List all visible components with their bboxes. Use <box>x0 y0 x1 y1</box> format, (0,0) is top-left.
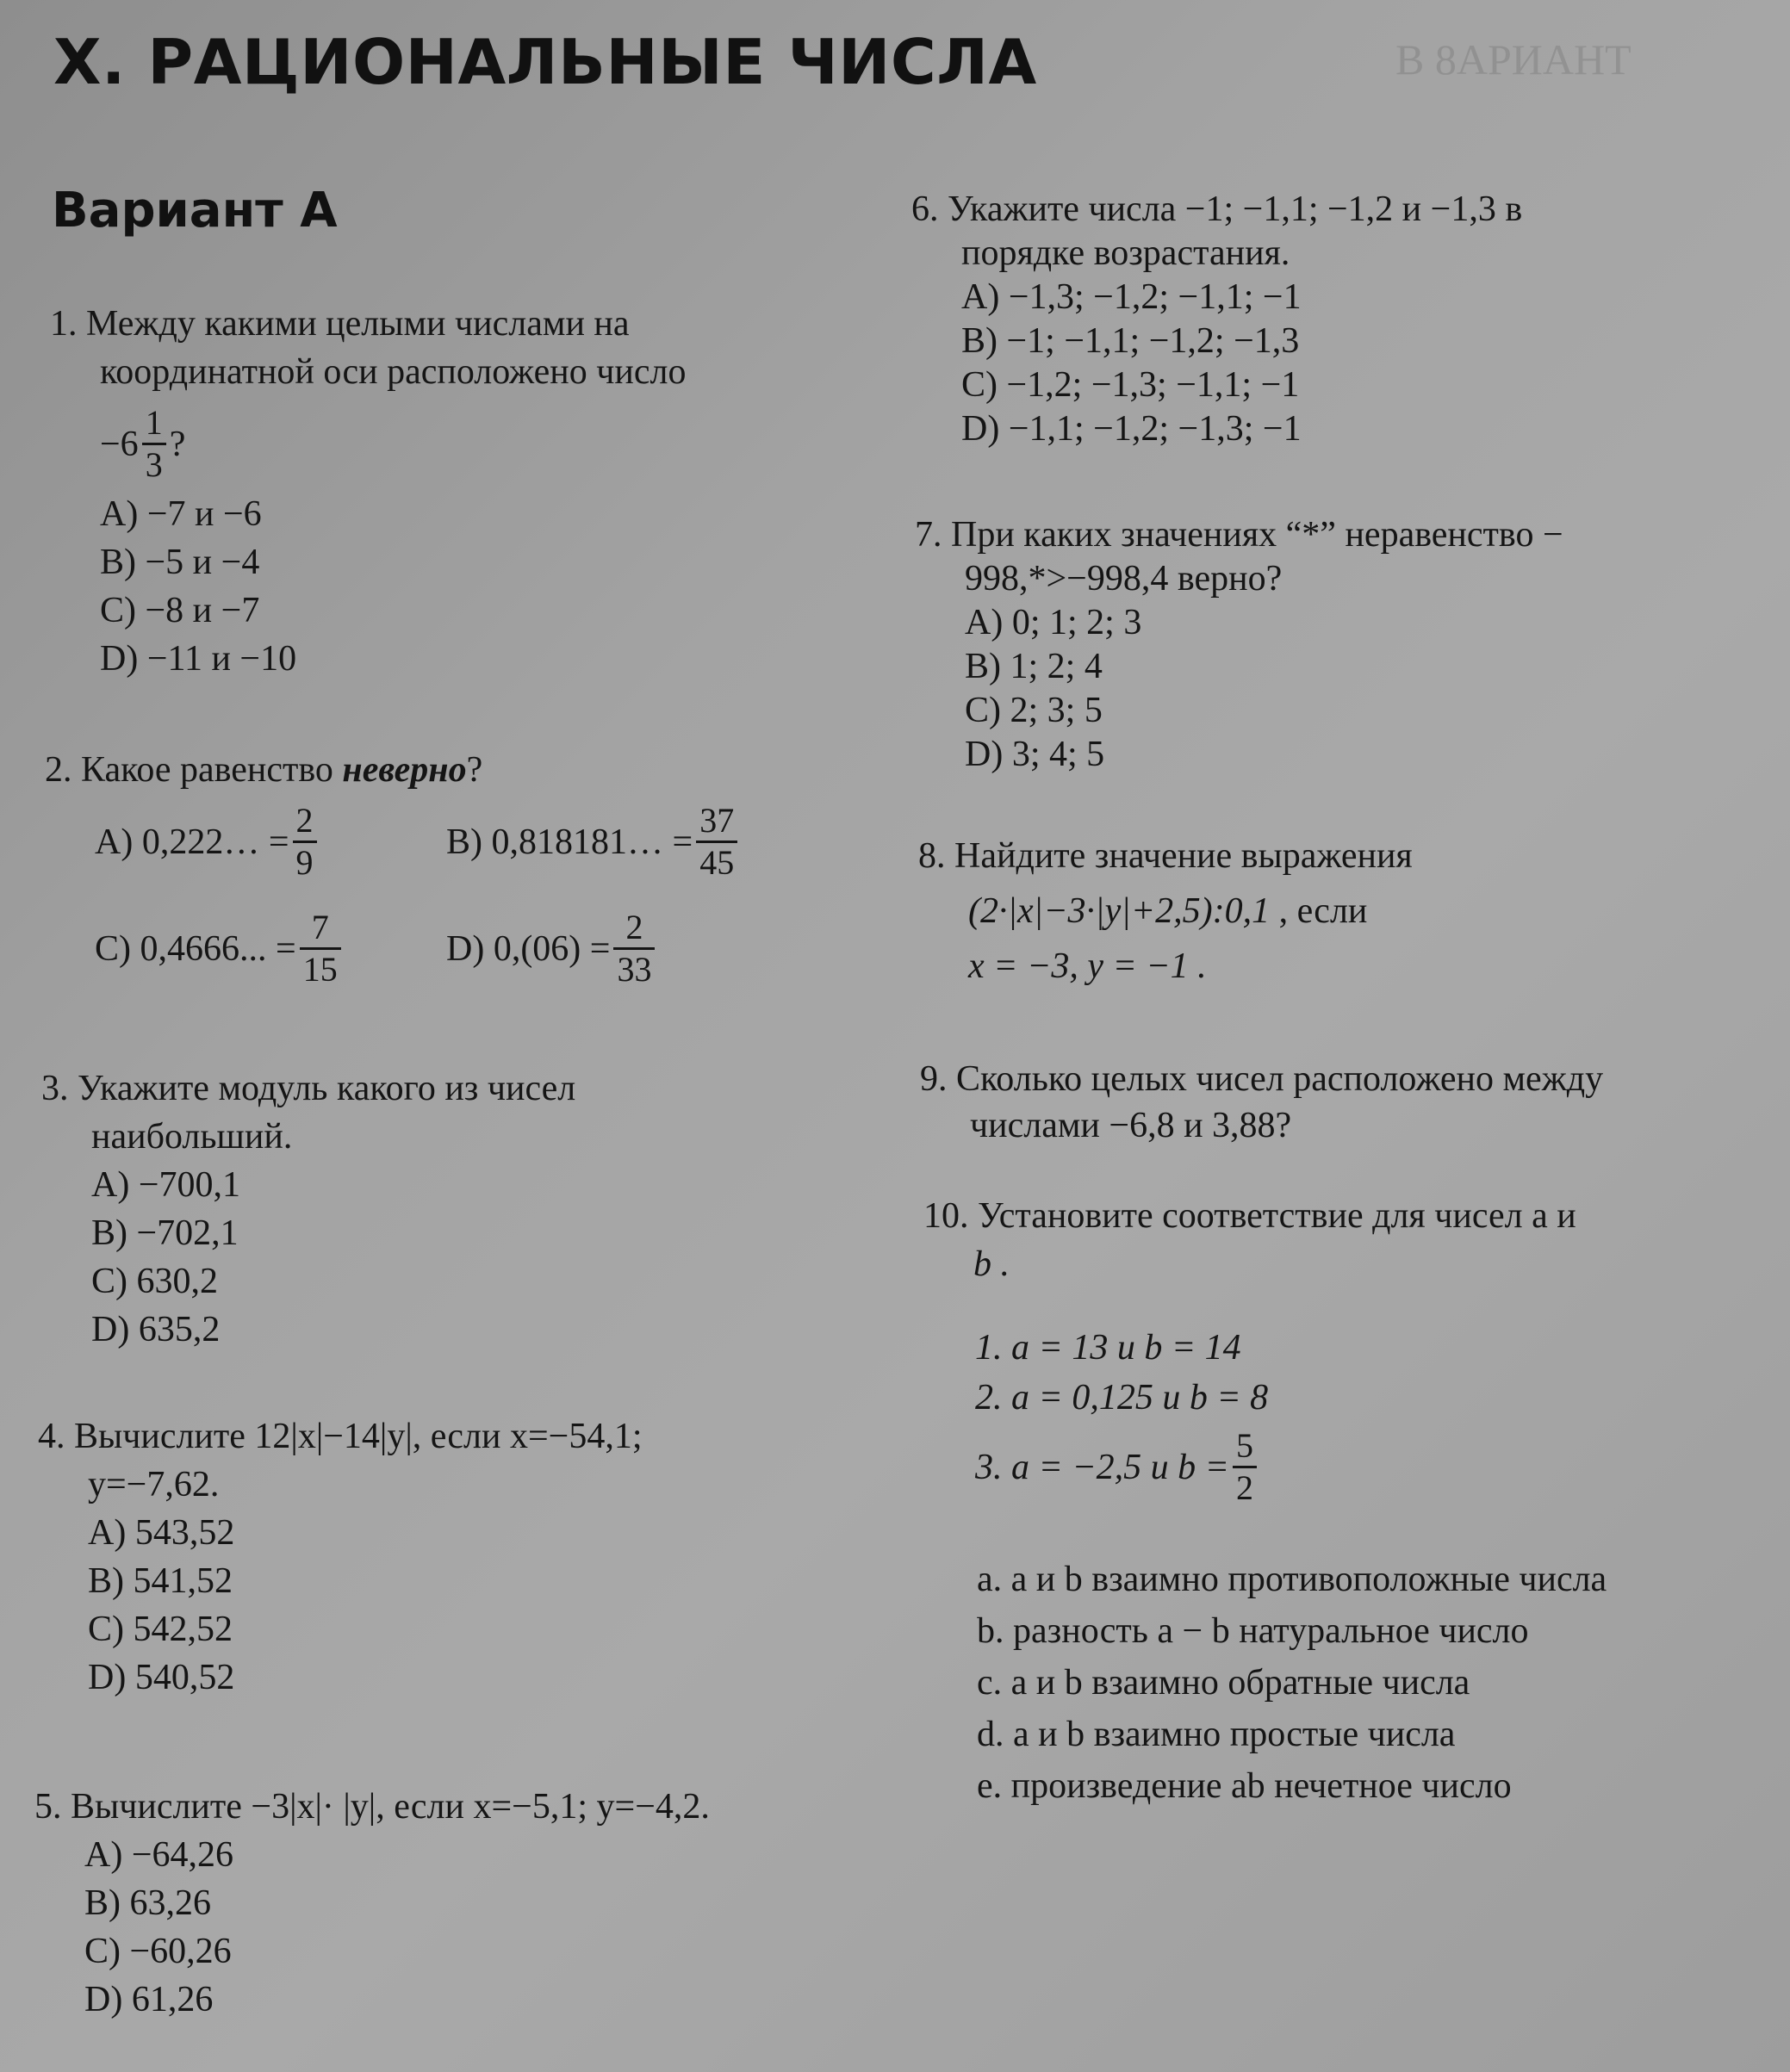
question-text: Вычислите 12|x|−14|y|, если x=−54,1; <box>74 1417 643 1456</box>
fraction-denominator: 15 <box>302 950 338 989</box>
fraction-numerator: 5 <box>1233 1426 1257 1468</box>
question-4 <box>38 1412 643 1702</box>
question-number: 8. <box>918 836 946 876</box>
question-number: 2. <box>45 750 72 790</box>
question-5 <box>34 1783 710 2024</box>
option-c: C) 630,2 <box>91 1262 218 1301</box>
properties-list <box>977 1554 1607 1812</box>
question-text: Укажите числа −1; −1,1; −1,2 и −1,3 в <box>948 189 1523 229</box>
question-mark: ? <box>466 750 483 790</box>
option-b: B) 63,26 <box>84 1883 211 1923</box>
option-a: A) −64,26 <box>84 1835 234 1875</box>
fraction <box>142 403 166 485</box>
question-text-cont: числами −6,8 и 3,88? <box>970 1106 1292 1145</box>
option-a: A) −700,1 <box>91 1165 241 1205</box>
question-number: 4. <box>38 1417 65 1456</box>
mixed-number <box>50 403 686 485</box>
fraction <box>293 801 317 883</box>
question-text: Установите соответствие для чисел a и <box>978 1196 1576 1236</box>
question-2 <box>45 746 482 794</box>
fraction-denominator: 9 <box>295 843 314 882</box>
question-number: 6. <box>911 189 939 229</box>
page-title: X. РАЦИОНАЛЬНЫЕ ЧИСЛА <box>53 26 1037 98</box>
option-d: D) −1,1; −1,2; −1,3; −1 <box>961 409 1302 449</box>
option-c: C) 2; 3; 5 <box>965 691 1103 730</box>
question-number: 5. <box>34 1787 62 1827</box>
option-c <box>95 908 345 989</box>
fraction-numerator: 2 <box>613 908 655 950</box>
option-a: A) −7 и −6 <box>100 494 262 534</box>
fraction <box>696 801 737 883</box>
question-number: 7. <box>915 515 942 555</box>
question-10 <box>923 1192 1576 1288</box>
variable-values: x = −3, y = −1 . <box>968 946 1207 986</box>
question-text-cont: y=−7,62. <box>88 1465 220 1504</box>
option-d: D) 3; 4; 5 <box>965 735 1105 774</box>
option-d: D) 61,26 <box>84 1980 214 2019</box>
question-text-cont: b . <box>973 1244 1010 1284</box>
question-text: При каких значениях “*” неравенство − <box>951 515 1563 555</box>
question-mark: ? <box>169 424 186 464</box>
fraction-denominator: 2 <box>1236 1468 1254 1507</box>
option-d: D) 540,52 <box>88 1658 235 1697</box>
question-text: Вычислите −3|x|· |y|, если x=−5,1; y=−4,2. <box>71 1787 710 1827</box>
pair-1: 1. a = 13 и b = 14 <box>975 1328 1241 1368</box>
option-a: A) −1,3; −1,2; −1,1; −1 <box>961 277 1302 317</box>
option-a: A) 543,52 <box>88 1513 235 1553</box>
question-text: Между какими целыми числами на <box>86 304 630 344</box>
option-lhs: D) 0,(06) = <box>446 928 611 969</box>
pair-2: 2. a = 0,125 и b = 8 <box>975 1378 1269 1418</box>
pairs-list <box>975 1323 1268 1508</box>
fraction <box>300 908 341 989</box>
option-lhs: B) 0,818181… = <box>446 822 693 862</box>
question-7 <box>915 513 1563 777</box>
pair-3-lhs: 3. a = −2,5 и b = <box>975 1447 1230 1487</box>
question-text: Укажите модуль какого из чисел <box>78 1069 576 1108</box>
property-a: a. a и b взаимно противоположные числа <box>977 1560 1607 1599</box>
question-text: Сколько целых чисел расположено между <box>956 1059 1604 1099</box>
fraction-denominator: 3 <box>145 445 163 484</box>
option-c: C) −1,2; −1,3; −1,1; −1 <box>961 365 1300 405</box>
question-8 <box>918 828 1413 994</box>
question-text: Какое равенство <box>81 750 333 790</box>
property-d: d. a и b взаимно простые числа <box>977 1715 1456 1754</box>
option-a: A) 0; 1; 2; 3 <box>965 603 1142 642</box>
property-b: b. разность a − b натуральное число <box>977 1611 1529 1651</box>
variant-heading: Вариант А <box>52 183 338 239</box>
option-d <box>446 908 658 989</box>
question-number: 9. <box>920 1059 948 1099</box>
question-text-emphasis: неверно <box>342 750 467 790</box>
option-c: C) −60,26 <box>84 1932 232 1971</box>
question-text: Найдите значение выражения <box>954 836 1413 876</box>
question-text-cont: координатной оси расположено число <box>100 352 687 392</box>
question-6 <box>911 188 1522 451</box>
fraction <box>1233 1426 1257 1508</box>
option-b <box>446 801 741 883</box>
math-expression: (2·|x|−3·|y|+2,5):0,1 <box>968 891 1271 931</box>
question-number: 1. <box>50 304 78 344</box>
mixed-whole: −6 <box>100 424 139 464</box>
pair-3 <box>975 1426 1268 1508</box>
option-lhs: A) 0,222… = <box>95 822 289 862</box>
question-text-cont: порядке возрастания. <box>961 233 1290 273</box>
option-c: C) 542,52 <box>88 1610 233 1649</box>
question-9 <box>920 1056 1603 1149</box>
fraction-numerator: 37 <box>696 801 737 843</box>
fraction <box>613 908 655 989</box>
option-b: B) −1; −1,1; −1,2; −1,3 <box>961 321 1300 361</box>
option-d: D) 635,2 <box>91 1310 221 1349</box>
fraction-numerator: 1 <box>142 403 166 445</box>
fraction-denominator: 45 <box>699 843 735 882</box>
question-text-cont: , если <box>1278 891 1368 931</box>
fraction-denominator: 33 <box>617 950 652 989</box>
option-d: D) −11 и −10 <box>100 639 297 679</box>
question-text-cont: наибольший. <box>91 1117 293 1157</box>
option-b: B) −702,1 <box>91 1213 239 1253</box>
question-text-cont: 998,*>−998,4 верно? <box>965 559 1283 599</box>
option-b: B) −5 и −4 <box>100 543 260 582</box>
fraction-numerator: 7 <box>300 908 341 950</box>
show-through-text: В 8АРИАНТ <box>1395 35 1632 84</box>
question-number: 3. <box>41 1069 69 1108</box>
option-a <box>95 801 320 883</box>
option-b: B) 1; 2; 4 <box>965 647 1103 686</box>
property-e: e. произведение ab нечетное число <box>977 1766 1512 1806</box>
property-c: c. a и b взаимно обратные числа <box>977 1663 1470 1703</box>
question-3 <box>41 1064 575 1354</box>
option-b: B) 541,52 <box>88 1561 233 1601</box>
option-c: C) −8 и −7 <box>100 591 260 630</box>
option-lhs: C) 0,4666... = <box>95 928 296 969</box>
fraction-numerator: 2 <box>293 801 317 843</box>
question-1 <box>50 300 686 683</box>
question-number: 10. <box>923 1196 969 1236</box>
